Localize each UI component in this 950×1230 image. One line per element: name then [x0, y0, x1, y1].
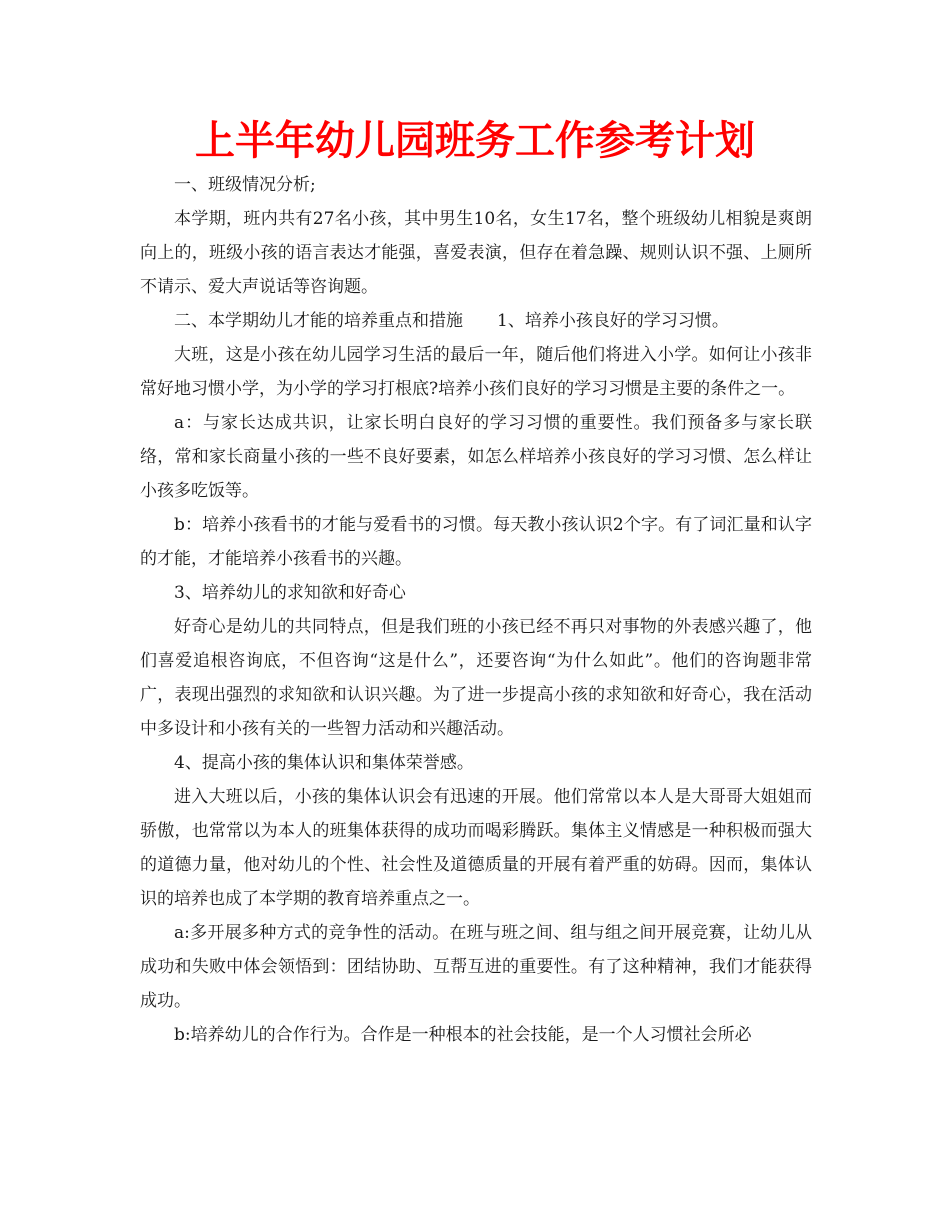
paragraph-class-overview: 本学期，班内共有27名小孩，其中男生10名，女生17名，整个班级幼儿相貌是爽朗向上的，班级小孩的语言表达才能强，喜爱表演，但存在着急躁、规则认识不强、上厕所不请示、爱大声说话等咨询题。 [140, 209, 812, 297]
paragraph-item-b-cooperation: b:培养幼儿的合作行为。合作是一种根本的社会技能，是一个人习惯社会所必 [174, 1025, 752, 1045]
paragraph-item-b-reading: b：培养小孩看书的才能与爱看书的习惯。每天教小孩认识2个字。有了词汇量和认字的才能，才能培养小孩看书的兴趣。 [140, 515, 812, 569]
document-title: 上半年幼儿园班务工作参考计划 [195, 118, 755, 164]
section-heading-curiosity: 3、培养幼儿的求知欲和好奇心 [174, 583, 406, 603]
section-heading-class-analysis: 一、班级情况分析; [174, 175, 316, 195]
paragraph-item-a-competition: a:多开展多种方式的竞争性的活动。在班与班之间、组与组之间开展竞赛，让幼儿从成功和失败中体会领悟到：团结协助、互帮互进的重要性。有了这种精神，我们才能获得成功。 [140, 923, 812, 1011]
section-heading-training-focus: 二、本学期幼儿才能的培养重点和措施 1、培养小孩良好的学习习惯。 [174, 311, 729, 331]
paragraph-item-a-parents: a：与家长达成共识，让家长明白良好的学习习惯的重要性。我们预备多与家长联络，常和家长商量小孩的一些不良好要素，如怎么样培养小孩良好的学习习惯、怎么样让小孩多吃饭等。 [140, 413, 812, 501]
paragraph-study-habits: 大班，这是小孩在幼儿园学习生活的最后一年，随后他们将进入小学。如何让小孩非常好地习惯小学，为小学的学习打根底?培养小孩们良好的学习习惯是主要的条件之一。 [140, 345, 812, 399]
paragraph-collective: 进入大班以后，小孩的集体认识会有迅速的开展。他们常常以本人是大哥哥大姐姐而骄傲，也常常以为本人的班集体获得的成功而喝彩腾跃。集体主义情感是一种积极而强大的道德力量，他对幼儿的个性、社会性及道德质量的开展有着严重的妨碍。因而，集体认识的培养也成了本学期的教育培养重点之一。 [140, 787, 812, 909]
document-body [140, 168, 812, 1052]
section-heading-collective-honor: 4、提高小孩的集体认识和集体荣誉感。 [174, 753, 474, 773]
paragraph-curiosity: 好奇心是幼儿的共同特点，但是我们班的小孩已经不再只对事物的外表感兴趣了，他们喜爱追根咨询底，不但咨询“这是什么”，还要咨询“为什么如此”。他们的咨询题非常广，表现出强烈的求知欲和认识兴趣。为了进一步提高小孩的求知欲和好奇心，我在活动中多设计和小孩有关的一些智力活动和兴趣活动。 [140, 617, 812, 739]
